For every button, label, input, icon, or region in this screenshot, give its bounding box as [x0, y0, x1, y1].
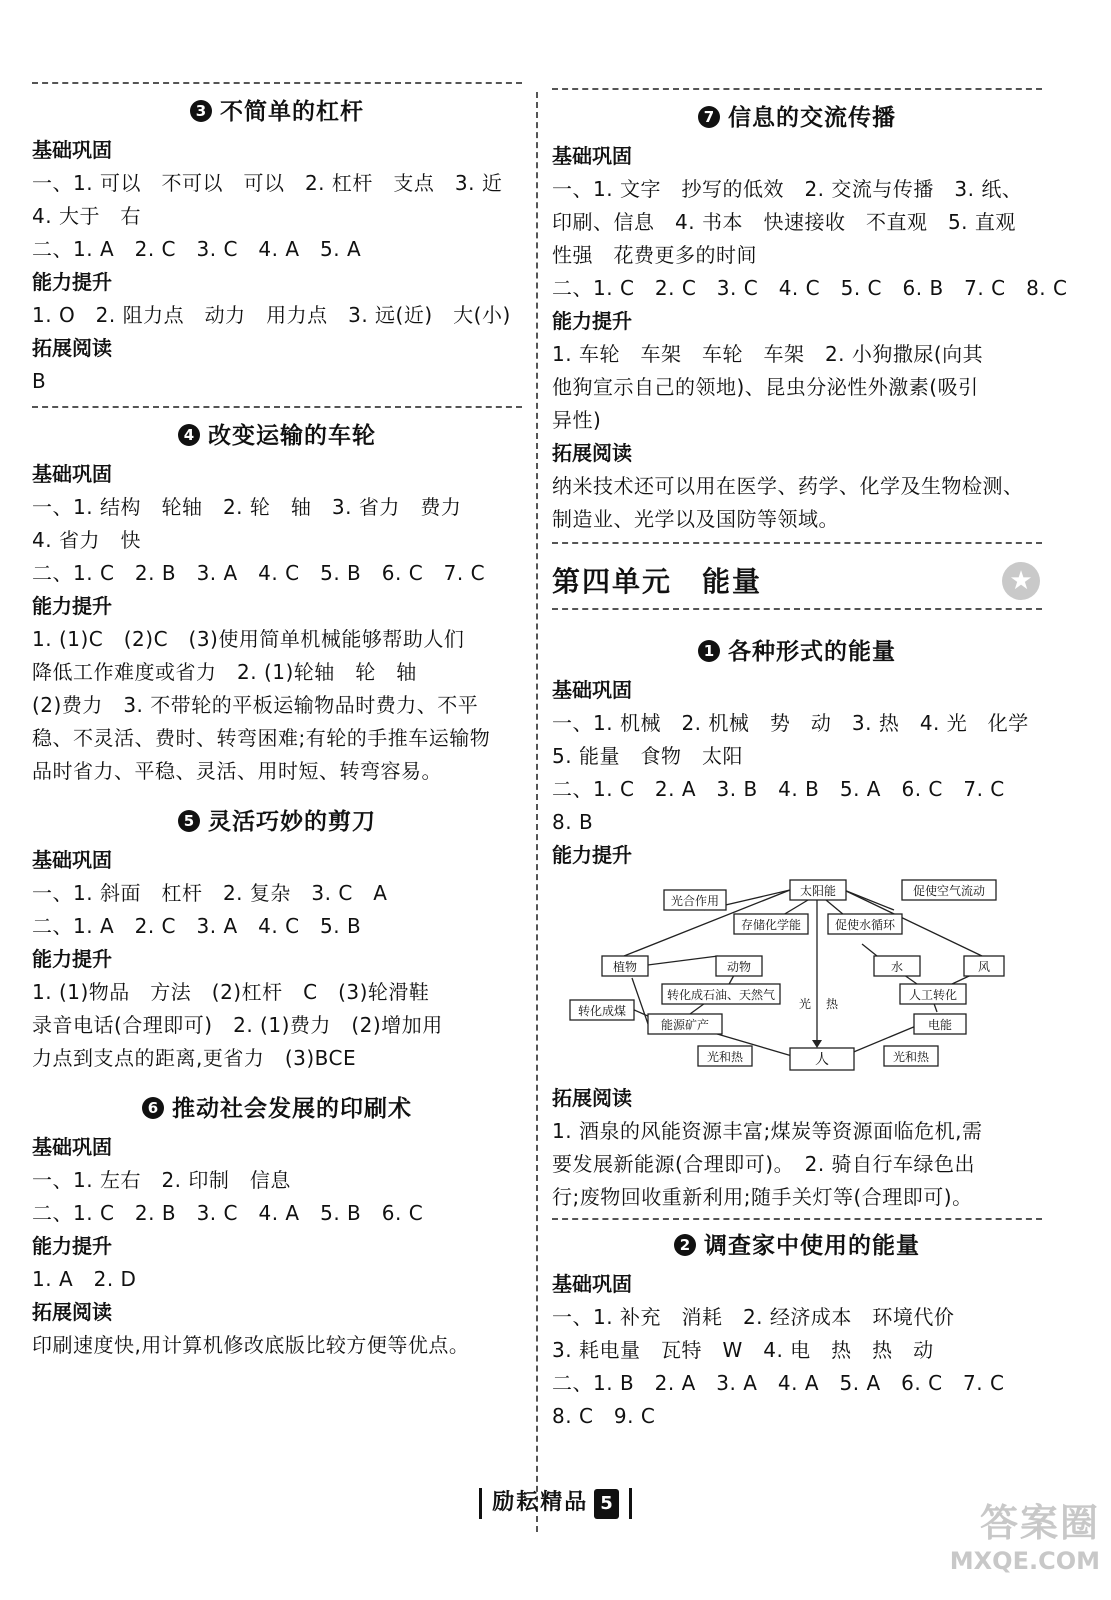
section-divider — [32, 82, 522, 84]
section-title-text: 不简单的杠杆 — [220, 99, 364, 125]
answer-line: 一、1. 结构 轮轴 2. 轮 轴 3. 省力 费力 — [32, 495, 462, 519]
answer-line: 一、1. 斜面 杠杆 2. 复杂 3. C A — [32, 881, 388, 905]
column-divider — [536, 92, 538, 1532]
diagram-label-heat: 热 — [825, 997, 839, 1011]
diagram-node-water-cycle: 促使水循环 — [834, 918, 896, 932]
section-number: 3 — [190, 100, 212, 122]
answer-line: 印刷、信息 4. 书本 快速接收 不直观 5. 直观 — [552, 210, 1016, 234]
answer-line: 二、1. C 2. C 3. C 4. C 5. C 6. B 7. C 8. C — [552, 276, 1068, 300]
brand-text: 励耘精品 — [492, 1490, 589, 1515]
answer-line: 力点到支点的距离,更省力 (3)BCE — [32, 1046, 357, 1070]
section-divider — [552, 1218, 1042, 1220]
answer-line: 性强 花费更多的时间 — [552, 243, 757, 267]
answer-line: 一、1. 左右 2. 印制 信息 — [32, 1168, 291, 1192]
answer-line: 二、1. A 2. C 3. A 4. C 5. B — [32, 914, 362, 938]
section-divider — [32, 406, 522, 408]
answer-line: 1. (1)物品 方法 (2)杠杆 C (3)轮滑鞋 — [32, 980, 430, 1004]
answer-line: 纳米技术还可以用在医学、药学、化学及生物检测、 — [552, 474, 1024, 498]
answer-line: 3. 耗电量 瓦特 W 4. 电 热 热 动 — [552, 1338, 934, 1362]
diagram-node-storage: 存储化学能 — [740, 918, 802, 932]
watermark — [900, 1500, 1100, 1595]
label-ability: 能力提升 — [32, 947, 112, 971]
section-number: 6 — [142, 1097, 164, 1119]
answer-line: 异性) — [552, 408, 602, 432]
section-title — [32, 800, 522, 844]
answer-line: 二、1. A 2. C 3. C 4. A 5. A — [32, 237, 362, 261]
section-title — [32, 1087, 522, 1131]
section-title-text: 各种形式的能量 — [728, 639, 896, 665]
answer-line: 4. 省力 快 — [32, 528, 141, 552]
answer-line: 8. B — [552, 810, 594, 834]
watermark-url: MXQE.COM — [949, 1547, 1100, 1575]
section-title — [32, 90, 522, 134]
label-extended: 拓展阅读 — [552, 1086, 632, 1110]
answer-line: 1. 酒泉的风能资源丰富;煤炭等资源面临危机,需 — [552, 1119, 983, 1143]
section-title-text: 推动社会发展的印刷术 — [172, 1096, 412, 1122]
answer-line: B — [32, 369, 47, 393]
diagram-node-light-heat-right: 光和热 — [892, 1050, 930, 1064]
label-ability: 能力提升 — [32, 1234, 112, 1258]
label-extended: 拓展阅读 — [32, 336, 112, 360]
label-ability: 能力提升 — [552, 843, 632, 867]
label-ability: 能力提升 — [552, 309, 632, 333]
label-basic: 基础巩固 — [32, 1135, 112, 1159]
answer-line: 1. (1)C (2)C (3)使用简单机械能够帮助人们 — [32, 627, 465, 651]
label-basic: 基础巩固 — [32, 138, 112, 162]
label-basic: 基础巩固 — [552, 144, 632, 168]
answer-line: 行;废物回收重新利用;随手关灯等(合理即可)。 — [552, 1185, 973, 1209]
diagram-node-wind: 风 — [977, 960, 991, 974]
diagram-node-sun: 太阳能 — [799, 884, 837, 898]
section-title — [552, 1224, 1042, 1268]
answer-line: 一、1. 补充 消耗 2. 经济成本 环境代价 — [552, 1305, 955, 1329]
diagram-node-plant: 植物 — [612, 960, 638, 974]
diagram-node-mineral: 能源矿产 — [660, 1018, 710, 1032]
label-extended: 拓展阅读 — [552, 441, 632, 465]
watermark-text: 答案圈 — [979, 1501, 1100, 1545]
section-number: 1 — [698, 640, 720, 662]
answer-line: 二、1. C 2. A 3. B 4. B 5. A 6. C 7. C — [552, 777, 1005, 801]
answer-line: 一、1. 文字 抄写的低效 2. 交流与传播 3. 纸、 — [552, 177, 1023, 201]
diagram-node-coal: 转化成煤 — [577, 1004, 627, 1018]
answer-line: 1. 车轮 车架 车轮 车架 2. 小狗撒尿(向其 — [552, 342, 984, 366]
diagram-node-light-heat-left: 光和热 — [706, 1050, 744, 1064]
page-number: 5 — [594, 1489, 619, 1519]
unit-divider — [552, 608, 1042, 610]
answer-line: 稳、不灵活、费时、转弯困难;有轮的手推车运输物 — [32, 726, 491, 750]
answer-line: 1. A 2. D — [32, 1267, 137, 1291]
section-divider — [552, 542, 1042, 544]
answer-line: (2)费力 3. 不带轮的平板运输物品时费力、不平 — [32, 693, 479, 717]
answer-line: 印刷速度快,用计算机修改底版比较方便等优点。 — [32, 1333, 470, 1357]
answer-line: 品时省力、平稳、灵活、用时短、转弯容易。 — [32, 759, 442, 783]
diagram-label-light: 光 — [798, 997, 812, 1011]
section-number: 5 — [178, 810, 200, 832]
answer-line: 8. C 9. C — [552, 1404, 656, 1428]
diagram-node-oil: 转化成石油、天然气 — [666, 988, 776, 1002]
diagram-node-air: 促使空气流动 — [912, 884, 986, 898]
section-number: 2 — [674, 1234, 696, 1256]
label-extended: 拓展阅读 — [32, 1300, 112, 1324]
answer-line: 一、1. 可以 不可以 可以 2. 杠杆 支点 3. 近 — [32, 171, 503, 195]
diagram-node-water: 水 — [890, 960, 904, 974]
unit-heading — [552, 556, 1042, 608]
brand-label — [479, 1488, 632, 1519]
diagram-node-person: 人 — [815, 1052, 829, 1068]
section-number: 4 — [178, 424, 200, 446]
answer-line: 4. 大于 右 — [32, 204, 141, 228]
answer-line: 一、1. 机械 2. 机械 势 动 3. 热 4. 光 化学 — [552, 711, 1029, 735]
section-title — [32, 414, 522, 458]
label-basic: 基础巩固 — [552, 678, 632, 702]
diagram-node-animal: 动物 — [726, 960, 752, 974]
label-basic: 基础巩固 — [32, 848, 112, 872]
answer-line: 制造业、光学以及国防等领域。 — [552, 507, 839, 531]
section-title-text: 调查家中使用的能量 — [704, 1233, 920, 1259]
label-ability: 能力提升 — [32, 270, 112, 294]
answer-line: 1. O 2. 阻力点 动力 用力点 3. 远(近) 大(小) — [32, 303, 511, 327]
label-basic: 基础巩固 — [32, 462, 112, 486]
left-column — [32, 62, 522, 1362]
unit-title: 第四单元 能量 — [552, 565, 763, 598]
energy-flow-diagram — [552, 872, 1042, 1082]
section-title-text: 灵活巧妙的剪刀 — [208, 809, 376, 835]
section-divider — [552, 88, 1042, 90]
star-icon: ★ — [1002, 562, 1040, 600]
section-title — [552, 630, 1042, 674]
section-title-text: 信息的交流传播 — [728, 105, 896, 131]
answer-line: 要发展新能源(合理即可)。 2. 骑自行车绿色出 — [552, 1152, 976, 1176]
diagram-node-manual: 人工转化 — [908, 988, 958, 1002]
answer-line: 二、1. C 2. B 3. C 4. A 5. B 6. C — [32, 1201, 424, 1225]
answer-line: 5. 能量 食物 太阳 — [552, 744, 743, 768]
section-number: 7 — [698, 106, 720, 128]
label-basic: 基础巩固 — [552, 1272, 632, 1296]
section-title-text: 改变运输的车轮 — [208, 423, 376, 449]
diagram-node-photosynthesis: 光合作用 — [670, 894, 720, 908]
diagram-node-electric: 电能 — [927, 1018, 953, 1032]
label-ability: 能力提升 — [32, 594, 112, 618]
answer-line: 降低工作难度或省力 2. (1)轮轴 轮 轴 — [32, 660, 417, 684]
right-column — [552, 62, 1068, 1433]
answer-line: 录音电话(合理即可) 2. (1)费力 (2)增加用 — [32, 1013, 443, 1037]
answer-line: 二、1. C 2. B 3. A 4. C 5. B 6. C 7. C — [32, 561, 486, 585]
answer-line: 二、1. B 2. A 3. A 4. A 5. A 6. C 7. C — [552, 1371, 1005, 1395]
section-title — [552, 96, 1042, 140]
answer-line: 他狗宣示自己的领地)、昆虫分泌性外激素(吸引 — [552, 375, 979, 399]
